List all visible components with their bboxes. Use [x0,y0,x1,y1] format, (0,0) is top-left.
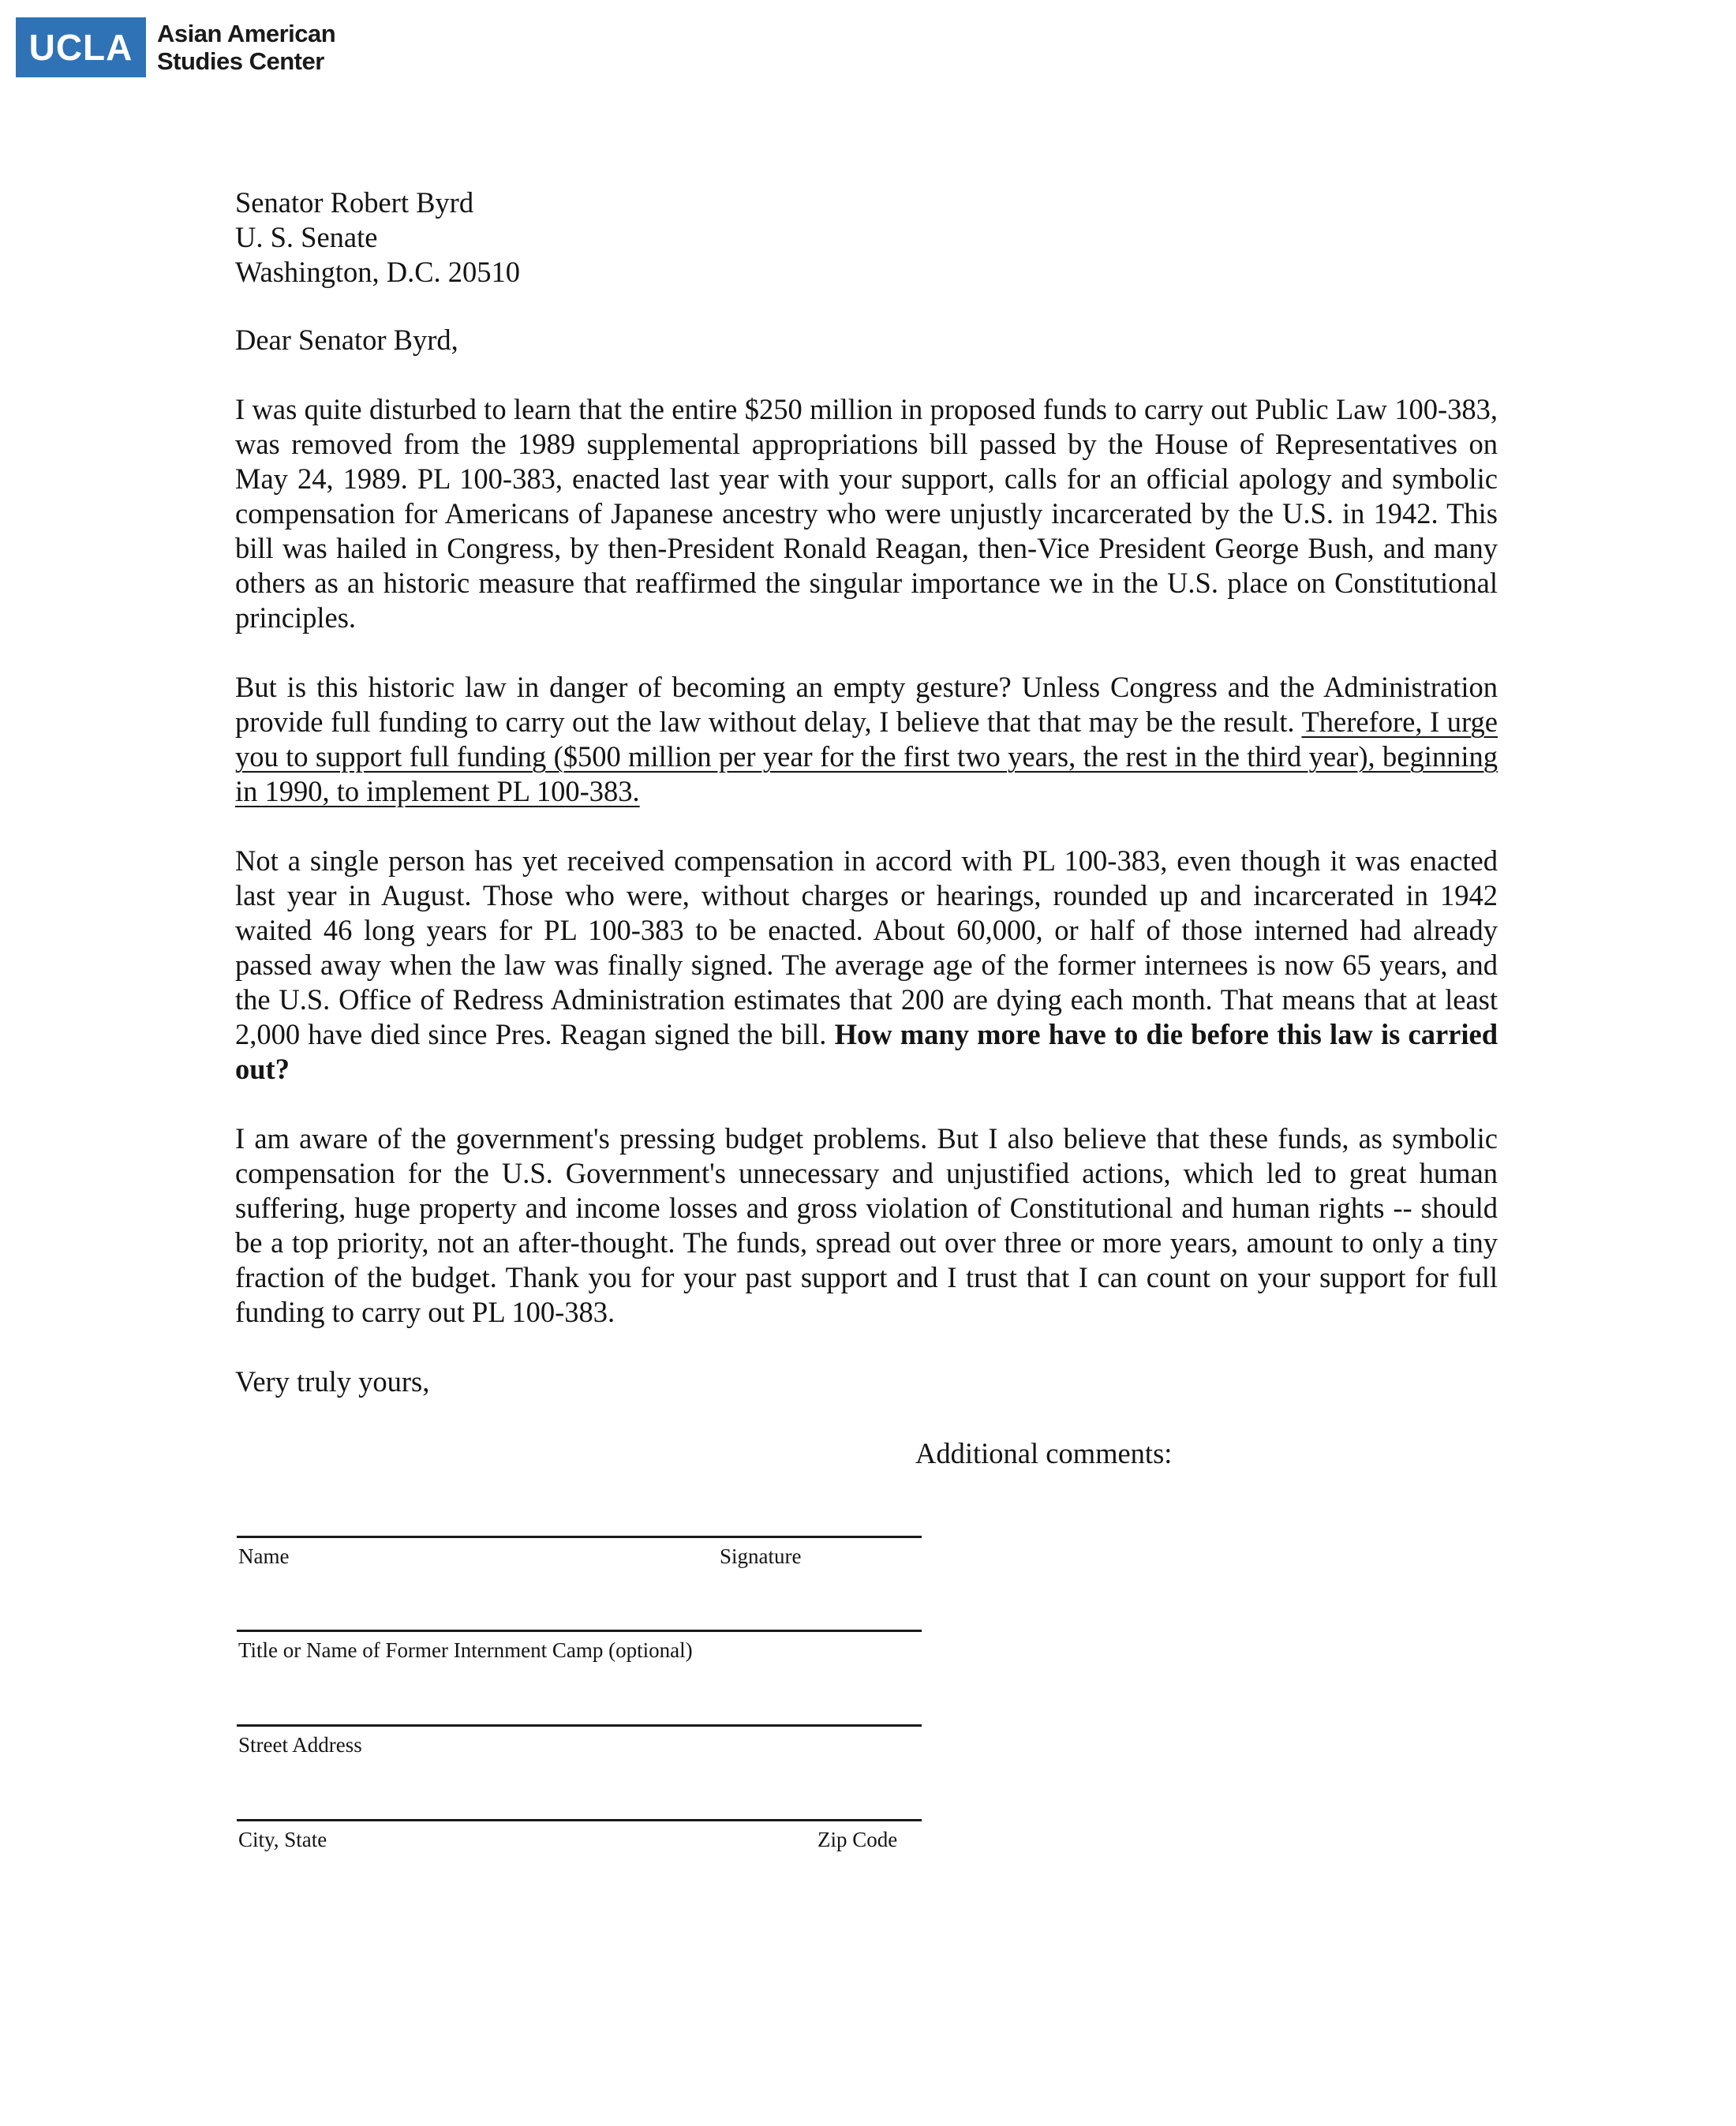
paragraph-2-text: But is this historic law in danger of becoming an empty gesture? Unless Congress and the Administration provide full funding to carry out the law without delay, I believe that that may be the result. [235,671,1498,738]
key-question: How many more have to die before this law is carried out? [235,1018,1498,1085]
funding-request: Therefore, I urge you to support full funding ($500 million per year for the first two years, the rest in the third year), beginning in 1990, to implement PL 100-383. [235,706,1498,807]
name-label: Name [238,1544,290,1568]
ucla-logo [16,17,335,77]
name-signature-line[interactable] [237,1536,922,1538]
title-camp-label: Title or Name of Former Internment Camp (optional) [238,1638,693,1662]
recipient-name: Senator Robert Byrd [235,186,474,219]
center-name-line1: Asian American [157,20,336,47]
paragraph-3-text: Not a single person has yet received compensation in accord with PL 100-383, even though it was enacted last year in August. Those who were, without charges or hearings, rounded up and incarcerated in 1942 waited 46 long years for PL 100-383 to be enacted. About 60,000, or half of those interned had already passed away when the law was finally signed. The average age of the former internees is now 65 years, and the U.S. Office of Redress Administration estimates that 200 are dying each month. That means that at least 2,000 have died since Pres. Reagan signed the bill. [235,844,1498,1050]
street-address-label: Street Address [238,1733,362,1757]
recipient-office: U. S. Senate [235,221,378,253]
salutation: Dear Senator Byrd, [235,324,458,356]
zip-code-label: Zip Code [817,1828,898,1851]
signature-label: Signature [720,1544,802,1568]
recipient-address [235,185,1498,290]
city-state-label: City, State [238,1828,327,1851]
paragraph-4: I am aware of the government's pressing budget problems. But I also believe that these funds, as symbolic compensation for the U.S. Government's unnecessary and unjustified actions, which led to great human suffering, huge property and income losses and gross violation of Constitutional and human rights -- should be a top priority, not an after-thought. The funds, spread out over three or more years, amount to only a tiny fraction of the budget. Thank you for your past support and I trust that I can count on your support for full funding to carry out PL 100-383. [235,1122,1498,1328]
paragraph-3 [235,844,1498,1087]
recipient-city: Washington, D.C. 20510 [235,256,521,288]
title-camp-line[interactable] [237,1630,922,1632]
additional-comments-label: Additional comments: [915,1437,1173,1469]
paragraph-2 [235,670,1498,809]
center-name [157,20,335,75]
street-address-line[interactable] [237,1724,922,1727]
city-zip-line[interactable] [237,1819,922,1821]
closing: Very truly yours, [235,1365,430,1398]
paragraph-1: I was quite disturbed to learn that the entire $250 million in proposed funds to carry out Public Law 100-383, was removed from the 1989 supplemental appropriations bill passed by the House of Representatives on May 24, 1989. PL 100-383, enacted last year with your support, calls for an official apology and symbolic compensation for Americans of Japanese ancestry who were unjustly incarcerated by the U.S. in 1942. This bill was hailed in Congress, by then-President Ronald Reagan, then-Vice President George Bush, and many others as an historic measure that reaffirmed the singular importance we in the U.S. place on Constitutional principles. [235,393,1498,634]
ucla-logo-box: UCLA [16,17,146,77]
letter-body [235,185,1498,1399]
center-name-line2: Studies Center [157,47,324,75]
